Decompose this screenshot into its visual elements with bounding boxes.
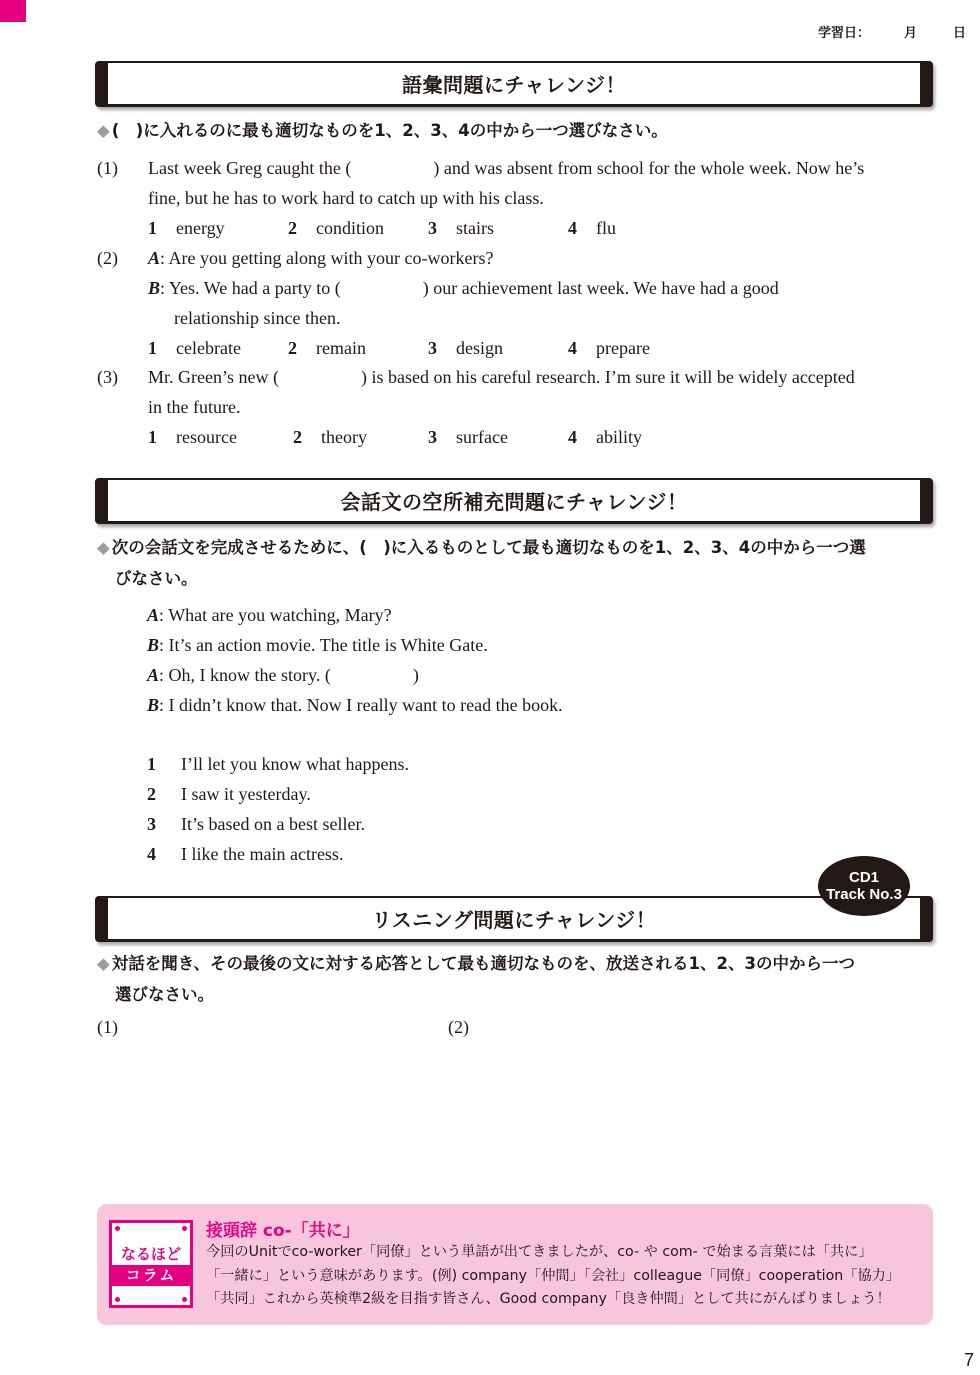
instruction-conversation [97,532,937,594]
choice-4[interactable]: 4 flu [568,218,616,238]
track-label: Track No.3 [826,886,902,903]
section-title: 会話文の空所補充問題にチャレンジ！ [340,490,688,514]
month-label: 月 [903,26,917,41]
option-1[interactable]: 1 I’ll let you know what happens. [147,754,409,774]
column-line: 「一緒に」という意味があります。(例) company「仲間」「会社」colleague「同僚」cooperation「協力」 [206,1267,901,1284]
option-4[interactable]: 4 I like the main actress. [147,844,344,864]
listening-question-2: (2) [448,1017,469,1037]
question-text: Last week Greg caught the ( ) and was absent from school for the whole week. Now he’s fine, but he has to work hard to catch up with his class. [148,158,865,208]
question-number: (2) [97,248,118,268]
choice-2[interactable]: 2 remain [288,338,366,358]
listening-question-1: (1) [97,1017,118,1037]
cd-label: CD1 [848,869,879,886]
badge-bottom-text: コラム [112,1265,190,1286]
choice-3[interactable]: 3 design [428,338,503,358]
instruction-text-cont: びなさい。 [115,569,198,588]
section-header-vocabulary [95,61,933,107]
day-label: 日 [952,26,966,41]
choices [97,333,937,363]
column-box [97,1204,933,1325]
question-text: A: Are you getting along with your co-workers? B: Yes. We had a party to ( ) our achievement last week. We have had a good relationship since then. [148,248,779,328]
option-3[interactable]: 3 It’s based on a best seller. [147,814,365,834]
choice-3[interactable]: 3 stairs [428,218,494,238]
column-badge [109,1220,193,1308]
instruction-listening [97,948,937,1010]
study-date-label: 学習日： [817,26,870,41]
vocab-question-2 [97,243,937,363]
question-number: (3) [97,367,118,387]
choices [97,422,937,452]
vocab-question-3 [97,362,937,452]
choice-1[interactable]: 1 celebrate [148,338,241,358]
vocab-question-1 [97,153,937,243]
choice-1[interactable]: 1 resource [148,427,237,447]
instruction-text: 対話を聞き、その最後の文に対する応答として最も適切なものを、放送される1、2、3の中から一つ [111,954,855,973]
choice-2[interactable]: 2 condition [288,218,384,238]
diamond-icon: ◆ [97,538,110,557]
choice-4[interactable]: 4 prepare [568,338,650,358]
column-line: 今回のUnitでco-worker「同僚」という単語が出てきましたが、co- や com- で始まる言葉には「共に」 [206,1244,873,1260]
dialog-line: A: What are you watching, Mary? [147,605,392,625]
dialog-line: A: Oh, I know the story. ( ) [147,665,419,685]
study-date [818,22,966,41]
column-body [206,1241,926,1312]
choice-2[interactable]: 2 theory [293,427,367,447]
corner-tab [0,0,26,22]
conversation-dialog [147,600,563,720]
dialog-line: B: I didn’t know that. Now I really want to read the book. [147,695,563,715]
column-line: 「共同」これから英検準2級を目指す皆さん、Good company「良き仲間」として共にがんばりましょう！ [206,1291,891,1307]
instruction-vocabulary [97,115,937,146]
option-2[interactable]: 2 I saw it yesterday. [147,784,311,804]
section-header-listening [95,896,933,942]
diamond-icon: ◆ [97,954,110,973]
question-number: (1) [97,158,118,178]
dot-icon [182,1297,187,1302]
section-title: リスニング問題にチャレンジ！ [371,908,657,932]
column-title: 接頭辞 co-「共に」 [206,1221,360,1241]
question-text: Mr. Green’s new ( ) is based on his careful research. I’m sure it will be widely accepted in the future. [148,367,855,417]
badge-top-text: なるほど [120,1245,181,1263]
section-header-conversation [95,478,933,524]
choice-4[interactable]: 4 ability [568,427,642,447]
instruction-text: 次の会話文を完成させるために、( )に入るものとして最も適切なものを1、2、3、4の中から一つ選 [111,538,866,557]
dialog-line: B: It’s an action movie. The title is White Gate. [147,635,488,655]
instruction-text-cont: 選びなさい。 [115,985,214,1004]
dot-icon [182,1226,187,1231]
choices [97,213,937,243]
dot-icon [115,1226,120,1231]
choice-3[interactable]: 3 surface [428,427,508,447]
page-number: 7 [963,1350,974,1370]
choice-1[interactable]: 1 energy [148,218,225,238]
diamond-icon: ◆ [97,121,110,140]
cd-track-badge [818,856,910,916]
instruction-text: ( )に入れるのに最も適切なものを1、2、3、4の中から一つ選びなさい。 [111,121,668,140]
dot-icon [115,1297,120,1302]
conversation-options [147,749,409,869]
section-title: 語彙問題にチャレンジ！ [402,73,626,97]
